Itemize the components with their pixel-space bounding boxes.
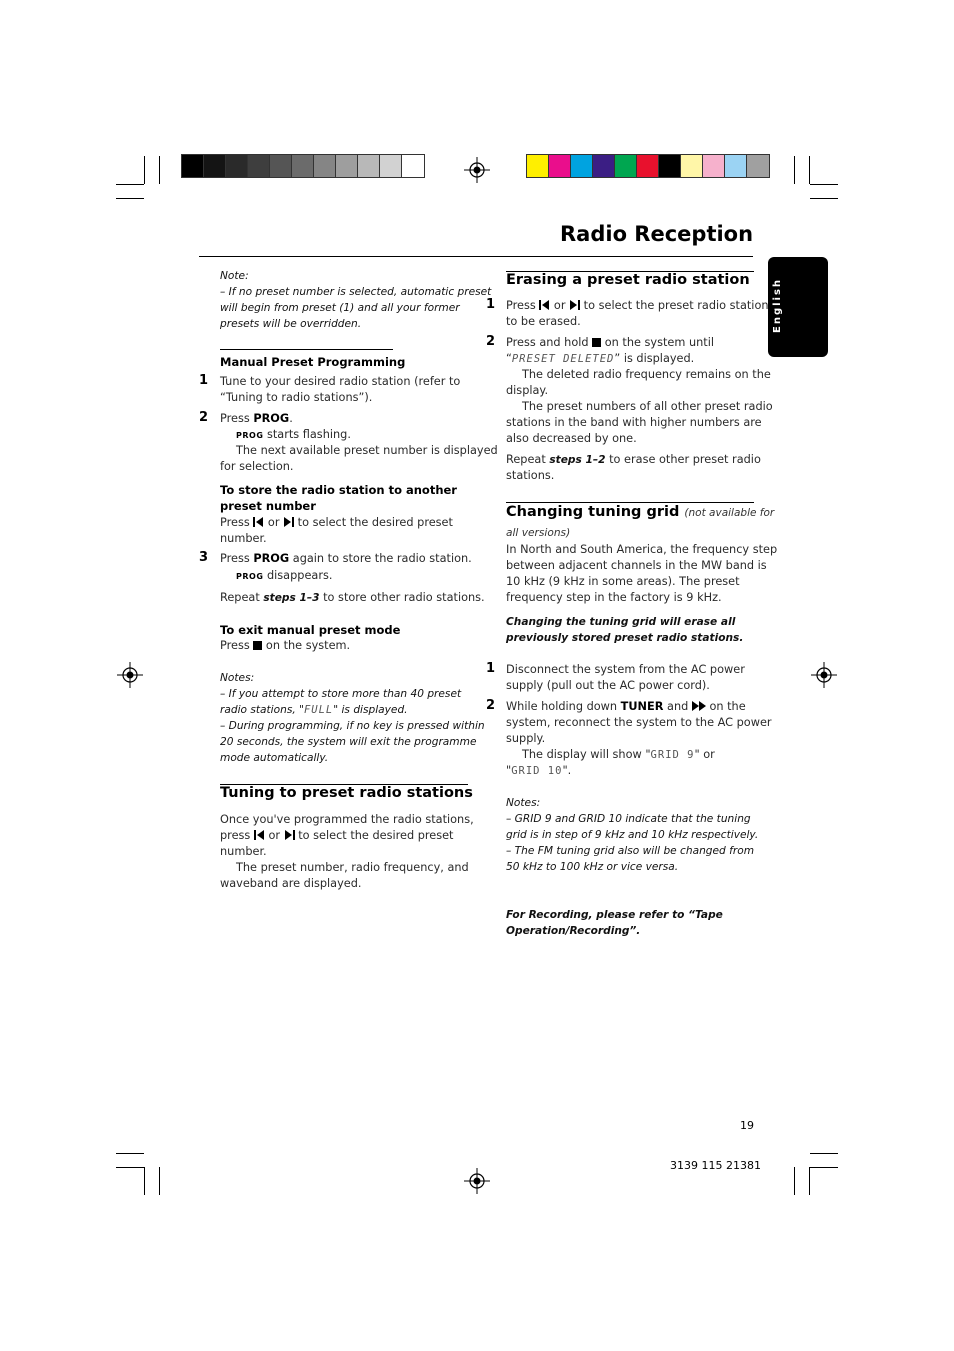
note-line: presets will be overridden.	[220, 318, 362, 330]
registration-mark-icon	[464, 157, 490, 183]
store-heading: To store the radio station to another	[220, 483, 457, 497]
note-line: radio stations, "FULL" is displayed.	[220, 704, 408, 716]
notes-label: Notes:	[220, 672, 255, 684]
step-text: The preset numbers of all other preset radio	[522, 400, 773, 413]
previous-icon	[253, 517, 264, 527]
page-number: 19	[740, 1119, 754, 1132]
step-text: Press PROG.	[220, 412, 293, 425]
store-heading: preset number	[220, 499, 316, 513]
step-text: display.	[506, 384, 549, 397]
step-text: “PRESET DELETED” is displayed.	[506, 352, 695, 365]
store-text: Press or to select the desired preset	[220, 516, 453, 529]
step-text: PROG disappears.	[236, 569, 333, 582]
grid-text: 10 kHz (9 kHz in some areas). The preset	[506, 575, 740, 588]
next-icon	[284, 830, 295, 840]
color-swatch	[615, 155, 637, 177]
color-swatch	[747, 155, 769, 177]
color-swatch	[336, 155, 358, 177]
recording-note: Operation/Recording”.	[506, 925, 641, 937]
note-line: mode automatically.	[220, 752, 329, 764]
step-text: supply (pull out the AC power cord).	[506, 679, 710, 692]
color-bar	[526, 154, 770, 178]
repeat-text: Repeat steps 1–3 to store other radio stations.	[220, 591, 485, 604]
step-text: Press and hold on the system until	[506, 336, 715, 349]
tuning-text: The preset number, radio frequency, and	[236, 861, 469, 874]
tuning-heading: Tuning to preset radio stations	[220, 785, 473, 801]
grid-text: between adjacent channels in the MW band is	[506, 559, 767, 572]
greyscale-bar	[181, 154, 425, 178]
step-text: supply.	[506, 732, 546, 745]
tuning-text: press or to select the desired preset	[220, 829, 454, 842]
color-swatch	[527, 155, 549, 177]
tuning-text: number.	[220, 845, 267, 858]
language-tab	[768, 257, 828, 357]
repeat-text: Repeat steps 1–2 to erase other preset radio	[506, 453, 761, 466]
grid-warning: previously stored preset radio stations.	[506, 632, 744, 644]
step-text: stations in the band with higher numbers are	[506, 416, 762, 429]
color-swatch	[292, 155, 314, 177]
step-number: 1	[199, 373, 209, 388]
tuning-text: Once you've programmed the radio stations,	[220, 813, 474, 826]
color-swatch	[204, 155, 226, 177]
note-label: Note:	[220, 270, 249, 282]
note-line: – The FM tuning grid also will be changed from	[506, 845, 755, 857]
section-rule	[506, 502, 754, 503]
color-swatch	[358, 155, 380, 177]
fast-forward-icon	[692, 701, 706, 711]
grid-heading: Changing tuning grid (not available for	[506, 504, 775, 520]
next-icon	[569, 300, 580, 310]
registration-mark-icon	[811, 662, 837, 688]
language-label: English	[772, 277, 783, 333]
previous-icon	[254, 830, 265, 840]
registration-mark-icon	[117, 662, 143, 688]
color-swatch	[593, 155, 615, 177]
registration-mark-icon	[464, 1168, 490, 1194]
exit-heading: To exit manual preset mode	[220, 623, 401, 637]
step-text: The display will show "GRID 9" or	[522, 748, 715, 761]
note-line: – If you attempt to store more than 40 preset	[220, 688, 462, 700]
note-line: 20 seconds, the system will exit the programme	[220, 736, 477, 748]
step-number: 1	[486, 297, 496, 312]
step-text: "GRID 10".	[506, 764, 572, 777]
title-rule	[199, 256, 753, 257]
step-text: to be erased.	[506, 315, 581, 328]
step-text: Tune to your desired radio station (refer to	[220, 375, 461, 388]
step-text: While holding down TUNER and on the	[506, 700, 746, 713]
color-swatch	[182, 155, 204, 177]
step-text: PROG starts flashing.	[236, 428, 351, 441]
product-code: 3139 115 21381	[670, 1159, 761, 1172]
exit-text: Press on the system.	[220, 639, 351, 652]
store-text: number.	[220, 532, 267, 545]
step-text: “Tuning to radio stations”).	[220, 391, 373, 404]
step-text: Press or to select the preset radio station	[506, 299, 769, 312]
grid-text: frequency step in the factory is 9 kHz.	[506, 591, 722, 604]
grid-heading-note: all versions)	[506, 527, 571, 539]
section-rule	[220, 349, 393, 350]
erasing-heading: Erasing a preset radio station	[506, 272, 750, 288]
step-text: Press PROG again to store the radio station.	[220, 552, 472, 565]
notes-label: Notes:	[506, 797, 541, 809]
note-line: – During programming, if no key is pressed within	[220, 720, 485, 732]
color-swatch	[226, 155, 248, 177]
note-line: – GRID 9 and GRID 10 indicate that the tuning	[506, 813, 751, 825]
color-swatch	[314, 155, 336, 177]
color-swatch	[703, 155, 725, 177]
step-number: 1	[486, 661, 496, 676]
step-number: 2	[486, 698, 496, 713]
step-text: The deleted radio frequency remains on the	[522, 368, 771, 381]
color-swatch	[659, 155, 681, 177]
color-swatch	[725, 155, 747, 177]
page-title: Radio Reception	[560, 222, 754, 246]
color-swatch	[571, 155, 593, 177]
repeat-text: stations.	[506, 469, 555, 482]
grid-text: In North and South America, the frequency step	[506, 543, 778, 556]
step-text: Disconnect the system from the AC power	[506, 663, 745, 676]
grid-warning: Changing the tuning grid will erase all	[506, 616, 736, 628]
step-number: 3	[199, 550, 209, 565]
stop-icon	[253, 641, 262, 650]
color-swatch	[681, 155, 703, 177]
note-line: will begin from preset (1) and all your former	[220, 302, 460, 314]
manual-heading: Manual Preset Programming	[220, 355, 406, 369]
color-swatch	[402, 155, 424, 177]
color-swatch	[637, 155, 659, 177]
step-number: 2	[199, 410, 209, 425]
step-text: system, reconnect the system to the AC power	[506, 716, 772, 729]
next-icon	[283, 517, 294, 527]
stop-icon	[592, 338, 601, 347]
recording-note: For Recording, please refer to “Tape	[506, 909, 723, 921]
previous-icon	[539, 300, 550, 310]
color-swatch	[248, 155, 270, 177]
step-text: also decreased by one.	[506, 432, 637, 445]
step-text: The next available preset number is displayed	[236, 444, 498, 457]
note-line: grid is in step of 9 kHz and 10 kHz respectively.	[506, 829, 759, 841]
step-text: for selection.	[220, 460, 294, 473]
color-swatch	[380, 155, 402, 177]
note-line: – If no preset number is selected, automatic preset	[220, 286, 492, 298]
color-swatch	[549, 155, 571, 177]
note-line: 50 kHz to 100 kHz or vice versa.	[506, 861, 679, 873]
step-number: 2	[486, 334, 496, 349]
color-swatch	[270, 155, 292, 177]
tuning-text: waveband are displayed.	[220, 877, 362, 890]
